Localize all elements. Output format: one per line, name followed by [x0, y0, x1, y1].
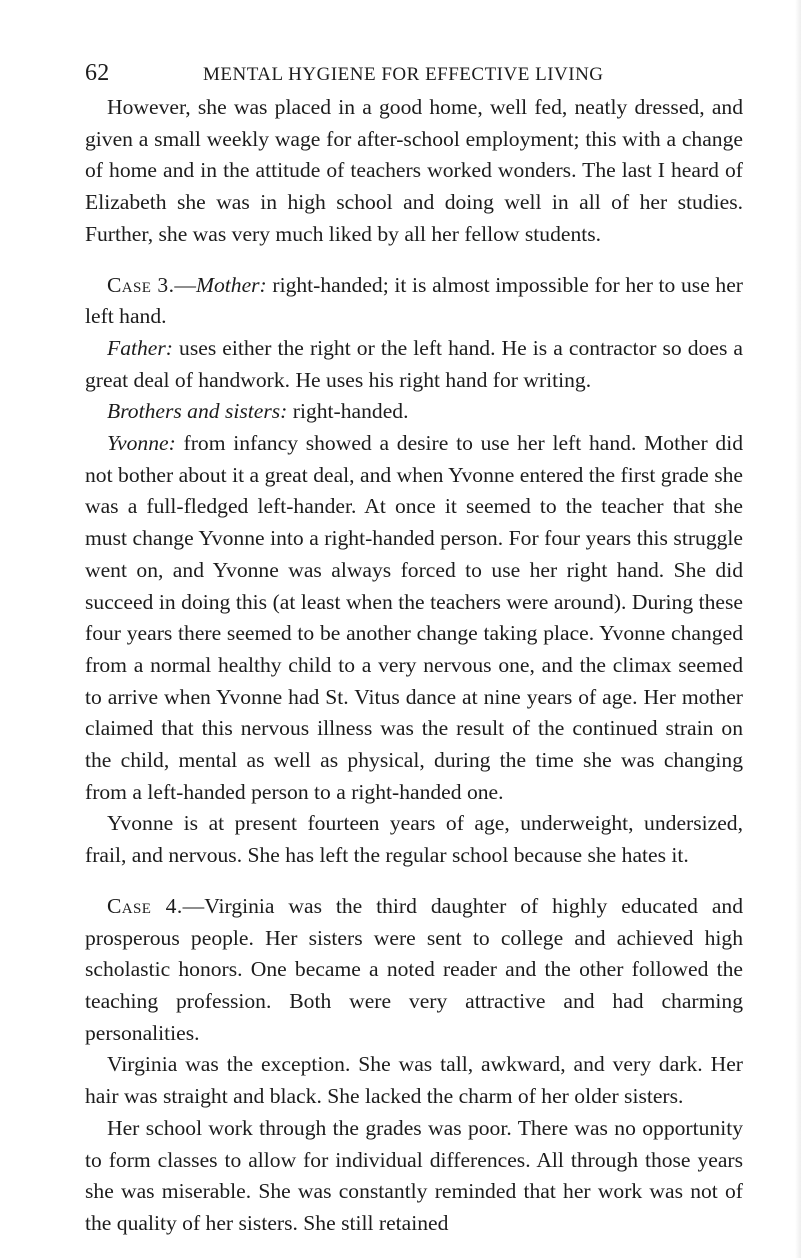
book-page: [85, 58, 743, 1240]
case-3-dash: —: [174, 272, 196, 297]
paragraph-virginia-exception: Virginia was the exception. She was tall, awkward, and very dark. Her hair was straight and black. She lacked the charm of her older sisters.: [85, 1052, 743, 1109]
siblings-text: right-handed.: [287, 399, 409, 424]
mother-text: right-handed; it is almost impossible for her to use her left hand.: [85, 272, 743, 329]
father-label: Father:: [107, 335, 173, 360]
paragraph-yvonne-present: Yvonne is at present fourteen years of age, underweight, undersized, frail, and nervous. She has left the regular school because she hates it.: [85, 811, 743, 868]
case-4-text: Virginia was the third daughter of highly educated and prosperous people. Her sisters were sent to college and achieved high scholastic honors. One became a noted reader and the other followed the teaching profession. Both were very attractive and had charming personalities.: [85, 893, 743, 1045]
yvonne-label: Yvonne:: [107, 431, 176, 456]
yvonne-text: from infancy showed a desire to use her left hand. Mother did not bother about it a great deal, and when Yvonne entered the first grade she was a full-fledged left-hander. At once it seemed to the teacher that she must change Yvonne into a right-handed person. For four years this struggle went on, and Yvonne was always forced to use her right hand. She did succeed in doing this (at least when the teachers were around). During these four years there seemed to be another change taking place. Yvonne changed from a normal healthy child to a very nervous one, and the climax seemed to arrive when Yvonne had St. Vitus dance at nine years of age. Her mother claimed that this nervous illness was the result of the continued strain on the child, mental as well as physical, during the time she was changing from a left-handed person to a right-handed one.: [85, 431, 743, 804]
running-head: [85, 58, 743, 92]
father-text: uses either the right or the left hand. He is a contractor so does a great deal of handwork. He uses his right hand for writing.: [85, 335, 743, 392]
paragraph-school-work: Her school work through the grades was poor. There was no opportunity to form classes to allow for individual differences. All through those years she was miserable. She was constantly reminded that her work was not of the quality of her sisters. She still retained: [85, 1115, 743, 1235]
paragraph-case-4: [85, 891, 743, 1050]
page-number: 62: [85, 60, 110, 86]
case-3-label: Case 3.: [107, 272, 175, 297]
page-body: [85, 92, 743, 1240]
paragraph-yvonne: [85, 428, 743, 808]
mother-label: Mother:: [195, 272, 267, 297]
running-title: MENTAL HYGIENE FOR EFFECTIVE LIVING: [203, 64, 604, 85]
siblings-label: Brothers and sisters:: [107, 399, 288, 424]
paragraph-elizabeth-outcome: However, she was placed in a good home, well fed, neatly dressed, and given a small weekly wage for after-school employment; this with a change of home and in the attitude of teachers worked wonders. The last I heard of Elizabeth she was in high school and doing well in all of her studies. Further, she was very much liked by all her fellow students.: [85, 95, 743, 246]
paragraph-case-3-mother: [85, 270, 743, 333]
page-edge-shadow: [795, 0, 801, 1258]
paragraph-siblings: [85, 396, 743, 428]
paragraph-father: [85, 333, 743, 396]
case-4-dash: —: [182, 893, 205, 918]
case-4-label: Case 4.: [107, 893, 183, 918]
